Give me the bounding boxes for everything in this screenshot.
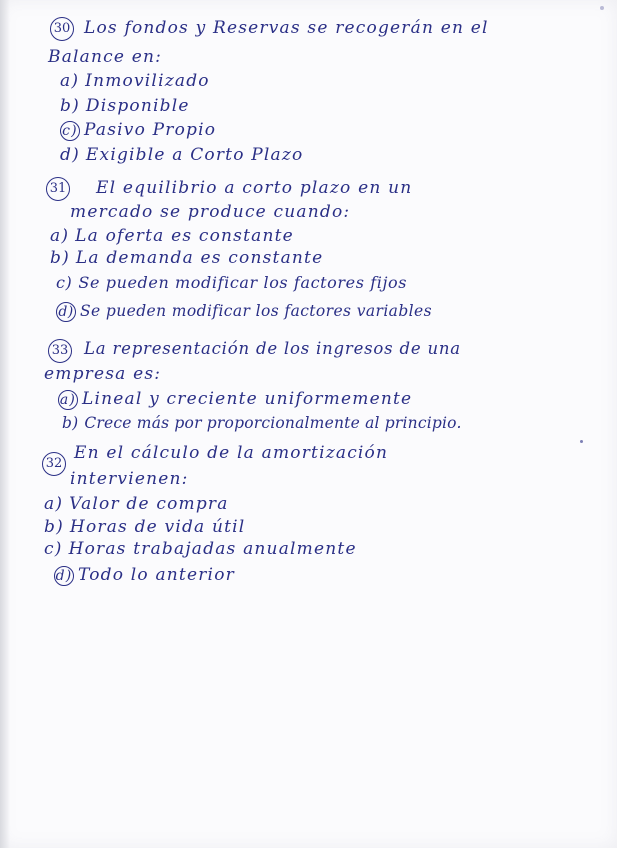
option-letter: c): [56, 273, 73, 292]
question-stem-line: En el cálculo de la amortización: [74, 443, 389, 463]
ink-speck: [580, 440, 583, 443]
option-text: Pasivo Propio: [84, 120, 217, 140]
answer-option: [62, 416, 462, 432]
question-number-circle: 32: [42, 452, 66, 476]
option-text: Todo lo anterior: [78, 565, 235, 585]
option-text: Inmovilizado: [85, 71, 210, 91]
answer-option: [56, 275, 407, 291]
answer-option-selected: [54, 566, 235, 586]
option-letter: d): [60, 145, 80, 165]
option-text: Lineal y creciente uniformemente: [82, 389, 413, 409]
scan-edge-shadow: [0, 0, 10, 848]
option-letter: a): [50, 226, 70, 246]
question-stem-line: Balance en:: [48, 47, 163, 67]
option-letter: b): [60, 96, 80, 116]
option-text: Se pueden modificar los factores variables: [80, 302, 432, 320]
ink-speck: [600, 6, 604, 10]
answer-option: [50, 228, 294, 245]
answer-option: [60, 73, 210, 90]
option-letter: b): [50, 248, 70, 268]
option-text: Se pueden modificar los factores fijos: [78, 273, 408, 292]
answer-option: [44, 541, 357, 558]
answer-option-selected: [56, 302, 432, 322]
question-stem-line: intervienen:: [70, 469, 189, 489]
question-number-circle: 31: [46, 177, 70, 201]
answer-option: [60, 147, 303, 164]
question-number-circle: 30: [50, 17, 74, 41]
question-stem-line: mercado se produce cuando:: [70, 202, 351, 222]
question-number-circle: 33: [48, 339, 72, 363]
option-letter: b): [62, 414, 79, 432]
option-text: La oferta es constante: [75, 226, 294, 246]
option-text: Exigible a Corto Plazo: [85, 145, 304, 165]
option-text: Disponible: [85, 96, 190, 116]
question-stem-line: La representación de los ingresos de una: [84, 339, 461, 358]
option-letter: b): [44, 517, 64, 537]
option-text: Horas trabajadas anualmente: [68, 539, 357, 559]
answer-option: [44, 496, 229, 513]
option-letter: a): [44, 494, 64, 514]
option-letter-circled: a): [59, 392, 77, 408]
option-letter-circled: c): [60, 121, 80, 141]
answer-option: [44, 519, 245, 536]
question-stem-line: El equilibrio a corto plazo en un: [96, 178, 413, 198]
option-letter: a): [60, 71, 80, 91]
option-letter-circled: d): [55, 568, 73, 584]
answer-option-selected: [58, 390, 412, 410]
option-text: Crece más por proporcionalmente al principio.: [84, 414, 462, 432]
option-text: Horas de vida útil: [69, 517, 246, 537]
option-letter: c): [44, 539, 63, 559]
option-text: La demanda es constante: [75, 248, 324, 268]
answer-option: [50, 250, 323, 267]
option-text: Valor de compra: [69, 494, 229, 514]
answer-option-selected: [60, 121, 216, 141]
answer-option: [60, 98, 190, 115]
question-stem-line: empresa es:: [44, 364, 162, 384]
question-stem-line: Los fondos y Reservas se recogerán en el: [84, 18, 489, 38]
option-letter-circled: d): [56, 302, 76, 322]
